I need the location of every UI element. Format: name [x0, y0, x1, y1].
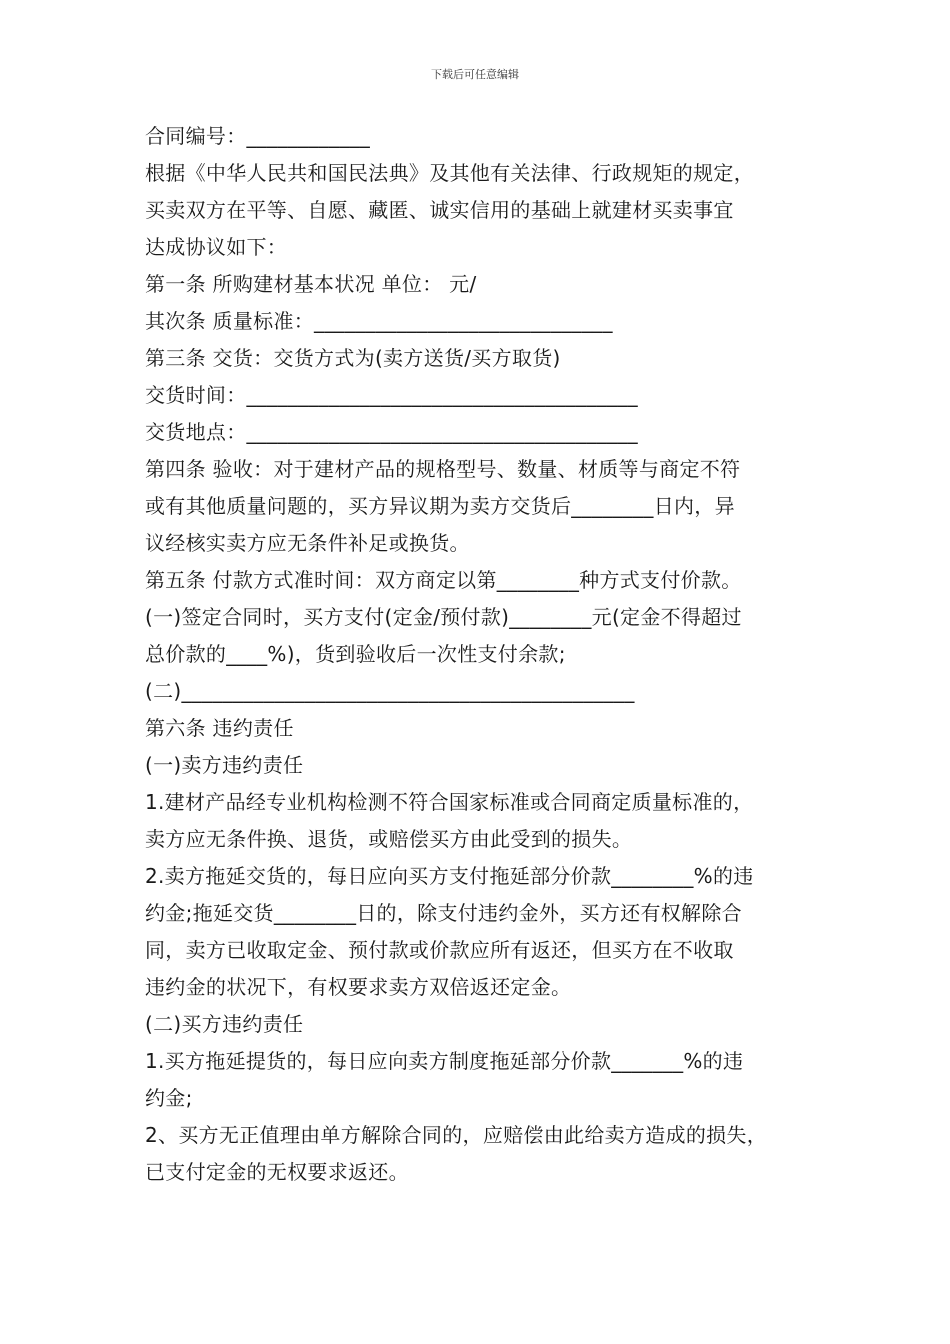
seller-clause-2-line-1: 2.卖方拖延交货的，每日应向买方支付拖延部分价款________%的违	[145, 864, 754, 888]
seller-clause-2-line-3: 同，卖方已收取定金、预付款或价款应所有返还，但买方在不收取	[145, 938, 734, 962]
article-5-line: 第五条 付款方式准时间：双方商定以第________种方式支付价款。	[145, 568, 742, 592]
article-6-heading: 第六条 违约责任	[145, 716, 294, 740]
buyer-clause-2-line-2: 已支付定金的无权要求返还。	[145, 1160, 409, 1184]
buyer-liability-heading: (二)买方违约责任	[145, 1012, 304, 1036]
payment-option-2-line: (二)____________________________________________	[145, 679, 635, 703]
preamble-line-1: 根据《中华人民共和国民法典》及其他有关法律、行政规矩的规定，	[145, 161, 754, 185]
contract-number-line: 合同编号：____________	[145, 124, 371, 148]
seller-clause-2-line-4: 违约金的状况下，有权要求卖方双倍返还定金。	[145, 975, 572, 999]
buyer-clause-2-line-1: 2、买方无正值理由单方解除合同的，应赔偿由此给卖方造成的损失，	[145, 1123, 768, 1147]
article-4-line-3: 议经核实卖方应无条件补足或换货。	[145, 531, 470, 555]
seller-clause-1-line-1: 1.建材产品经专业机构检测不符合国家标准或合同商定质量标准的，	[145, 790, 754, 814]
article-4-line-2: 或有其他质量问题的，买方异议期为卖方交货后________日内，异	[145, 494, 735, 518]
article-4-line-1: 第四条 验收：对于建材产品的规格型号、数量、材质等与商定不符	[145, 457, 741, 481]
delivery-time-line: 交货时间：______________________________________	[145, 383, 638, 407]
buyer-clause-1-line-1: 1.买方拖延提货的，每日应向卖方制度拖延部分价款_______%的违	[145, 1049, 744, 1073]
buyer-clause-1-line-2: 约金;	[145, 1086, 193, 1110]
seller-clause-1-line-2: 卖方应无条件换、退货，或赔偿买方由此受到的损失。	[145, 827, 633, 851]
article-3-line: 第三条 交货：交货方式为(卖方送货/买方取货)	[145, 346, 561, 370]
preamble-line-3: 达成协议如下：	[145, 235, 288, 259]
preamble-line-2: 买卖双方在平等、自愿、藏匿、诚实信用的基础上就建材买卖事宜	[145, 198, 734, 222]
document-body	[145, 118, 835, 1191]
article-2-line: 其次条 质量标准：_____________________________	[145, 309, 613, 333]
delivery-place-line: 交货地点：______________________________________	[145, 420, 638, 444]
page-header-note: 下载后可任意编辑	[431, 68, 519, 81]
article-1-line: 第一条 所购建材基本状况 单位： 元/	[145, 272, 477, 296]
seller-clause-2-line-2: 约金;拖延交货________日的，除支付违约金外，买方还有权解除合	[145, 901, 742, 925]
payment-option-1-line-1: (一)签定合同时，买方支付(定金/预付款)________元(定金不得超过	[145, 605, 742, 629]
seller-liability-heading: (一)卖方违约责任	[145, 753, 304, 777]
payment-option-1-line-2: 总价款的____%)，货到验收后一次性支付余款;	[145, 642, 566, 666]
